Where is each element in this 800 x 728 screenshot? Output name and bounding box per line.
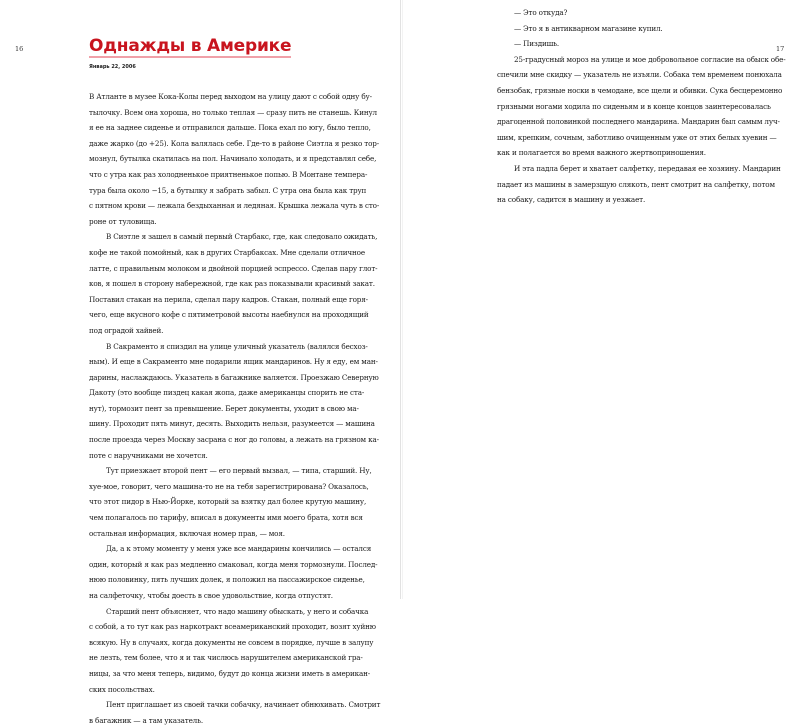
- text-line: остальная информация, включая номер прав, — моя.: [89, 528, 285, 538]
- text-line: Тут приезжает второй пент — его первый вызвал, — типа, старший. Ну,: [106, 466, 372, 476]
- text-line: что с утра как раз холодненькое приятненькое попью. В Монтане темпера-: [89, 169, 368, 179]
- text-line: с пятном крови — лежала бездыханная и ледяная. Крышка лежала чуть в сто-: [89, 201, 380, 211]
- text-line: В Атланте в музее Кока-Колы перед выходом на улицу дают с собой одну бу-: [89, 92, 372, 101]
- text-line: грязными ногами ходила по сиденьям и в конце концов заинтересовалась: [497, 101, 771, 111]
- text-line: 25-градусный мороз на улице и мое добровольное согласие на обыск обе-: [514, 54, 786, 64]
- text-line: шину. Проходит пять минут, десять. Выходить нельзя, разумеется — машина: [89, 419, 375, 429]
- text-line: на салфеточку, чтобы доесть в свое удовольствие, когда отпустят.: [89, 591, 333, 600]
- text-line: хуе-мое, говорит, чего машина-то не на тебя зарегистрирована? Оказалось,: [89, 481, 369, 491]
- text-line: что этот пидор в Нью-Йорке, который за взятку дал более крутую машину,: [89, 497, 367, 507]
- text-line: бензобак, грязные носки в чемодане, все щели и обивки. Сука бесцеремонно: [497, 85, 783, 95]
- text-line: как и полагается во время важного жертвоприношения.: [497, 148, 706, 158]
- text-line: драгоценной половинкой последнего мандарина. Мандарин был самым луч-: [497, 117, 780, 127]
- article-title: Однажды в Америке: [89, 36, 292, 56]
- text-line: латте, с правильным молоком и двойной порцией эспрессо. Сделав пару глот-: [89, 263, 378, 273]
- text-line: Дакоту (это вообще пиздец какая жопа, даже американцы спорить не ста-: [89, 388, 365, 398]
- text-line: дарины, наслаждаюсь. Указатель в багажнике валяется. Проезжаю Северную: [89, 372, 379, 382]
- text-line: шим, крепким, сочным, заботливо очищенным уже от этих белых хуевин —: [497, 132, 777, 142]
- left-page-text: [89, 89, 381, 728]
- text-line: даже жарко (до +25). Кола валялась себе. Где-то в районе Сиэтла я резко тор-: [89, 138, 379, 148]
- text-line: поте с наручниками не хочется.: [89, 450, 208, 460]
- text-line: кофе не такой помойный, как в других Старбаксах. Мне сделали отличное: [89, 247, 365, 257]
- text-line: на собаку, садится в машину и уезжает.: [497, 195, 646, 205]
- text-line: И эта падла берет и хватает салфетку, передавая ее хозяину. Мандарин: [514, 163, 781, 173]
- text-line: один, который я как раз медленно смаковал, когда меня тормознули. Послед-: [89, 559, 378, 569]
- text-line: ков, я пошел в сторону набережной, где как раз показывали красивый закат.: [89, 279, 375, 289]
- text-line: с собой, а то тут как раз наркотракт всеамериканский проходит, возят хуйню: [89, 622, 376, 632]
- article-date: Январь 22, 2006: [89, 64, 136, 70]
- page-gutter-divider: [400, 0, 401, 599]
- page-gutter-shadow: [402, 0, 403, 599]
- text-line: — Это я в антикварном магазине купил.: [514, 23, 663, 33]
- left-page-number: 16: [15, 45, 24, 53]
- text-line: всякую. Ну в случаях, когда документы не совсем в порядке, лучше в залупу: [89, 637, 374, 647]
- text-line: ских посольствах.: [89, 684, 155, 694]
- text-line: я ее на заднее сиденье и отправился дальше. Пока ехал по югу, было тепло,: [89, 123, 371, 133]
- text-line: ницы, за что меня теперь, видимо, будут до конца жизни иметь в американ-: [89, 668, 371, 678]
- text-line: чего, еще вкусного кофе с пятиметровой высоты наебнулся на проходящий: [89, 310, 369, 320]
- text-line: спечили мне скидку — указатель не изъяли. Собака тем временем понюхала: [497, 70, 782, 80]
- text-line: после проезда через Москву засрана с ног до головы, а лежать на грязном ка-: [89, 435, 379, 445]
- text-line: Да, а к этому моменту у меня уже все мандарины кончились — остался: [106, 544, 372, 554]
- text-line: падает из машины в замерзшую слякоть, пент смотрит на салфетку, потом: [497, 179, 775, 189]
- text-line: мознул, бутылка скатилась на пол. Начинало холодать, и я представлял себе,: [89, 154, 377, 164]
- text-line: нюю половинку, пять лучших долек, я положил на пассажирское сиденье,: [89, 575, 365, 585]
- text-line: Старший пент объясняет, что надо машину обыскать, у него и собачка: [106, 606, 369, 616]
- text-line: тура была около −15, а бутылку я забрать забыл. С утра она была как труп: [89, 185, 367, 195]
- text-line: тылочку. Всем она хороша, но только теплая — сразу пить не станешь. Кинул: [89, 107, 377, 117]
- text-line: В Сакраменто я спиздил на улице уличный указатель (валялся бесхоз-: [106, 341, 368, 351]
- text-line: — Это откуда?: [514, 8, 568, 17]
- text-line: под оградой хайвей.: [89, 325, 164, 335]
- text-line: роне от туловища.: [89, 216, 157, 226]
- text-line: Пент приглашает из своей тачки собачку, начинает обнюхивать. Смотрит: [106, 700, 381, 710]
- text-line: чем полагалось по тарифу, вписал в документы имя моего брата, хотя вся: [89, 513, 363, 523]
- text-line: Поставил стакан на перила, сделал пару кадров. Стакан, полный еще горя-: [89, 294, 368, 304]
- text-line: в багажник — а там указатель.: [89, 715, 203, 725]
- text-line: ным). И еще в Сакраменто мне подарили ящик мандаринов. Ну я еду, ем ман-: [89, 357, 378, 367]
- text-line: — Пиздишь.: [514, 39, 560, 49]
- text-line: не лезть, тем более, что я и так числюсь нарушителем американской гра-: [89, 653, 363, 663]
- right-page-number: 17: [776, 45, 785, 53]
- text-line: В Сиэтле я зашел в самый первый Старбакс, где, как следовало ожидать,: [106, 232, 378, 242]
- text-line: нут), тормозит пент за превышение. Берет документы, уходит в свою ма-: [89, 403, 359, 413]
